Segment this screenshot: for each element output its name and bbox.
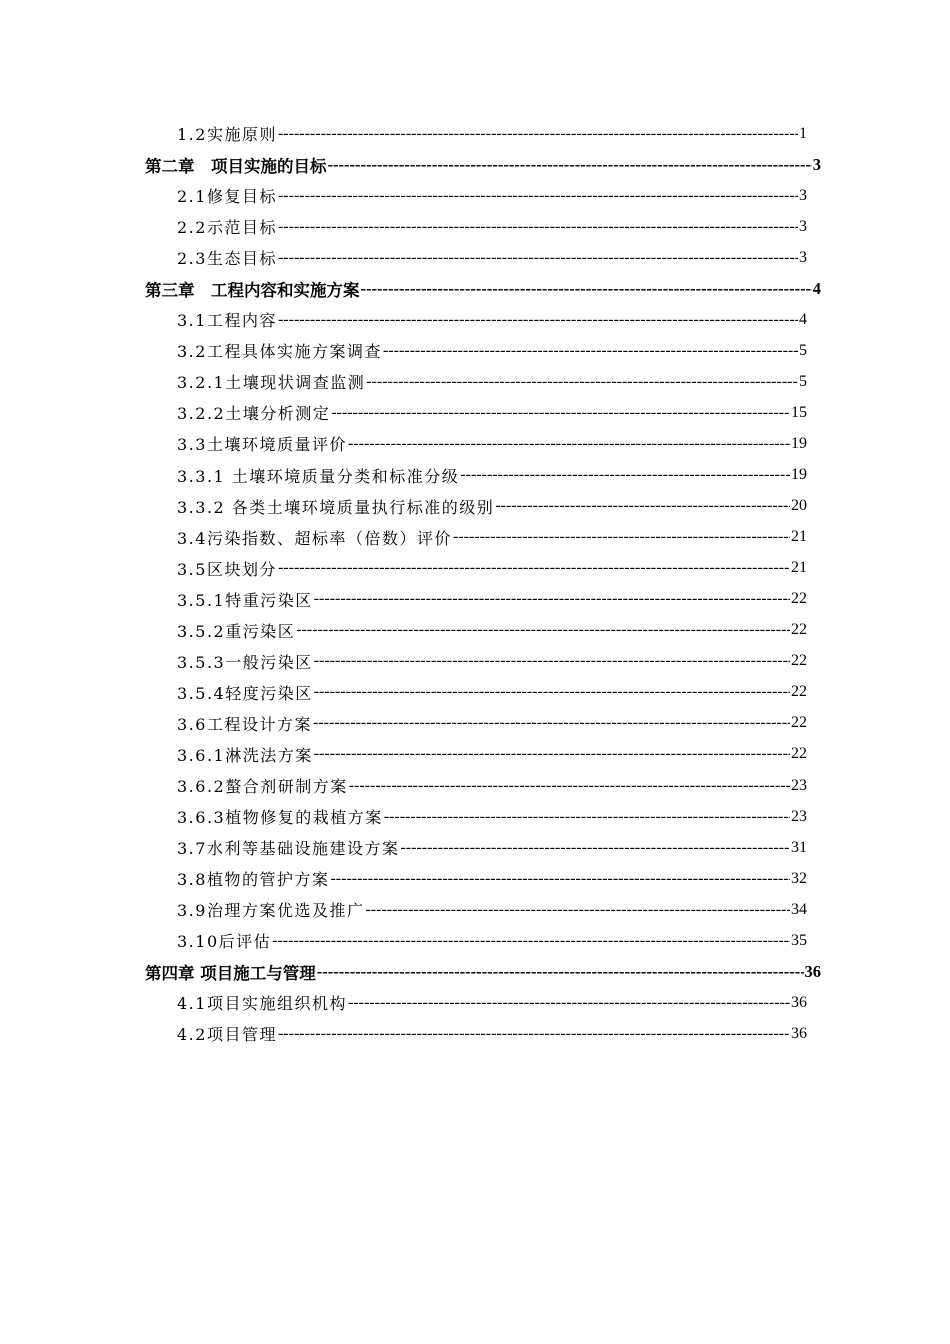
toc-dot-leader <box>278 187 798 205</box>
toc-page-number: 22 <box>791 621 807 639</box>
toc-page-number: 36 <box>791 993 807 1011</box>
toc-page-number: 35 <box>791 931 807 949</box>
toc-page-number: 36 <box>791 1024 807 1042</box>
toc-page-number: 5 <box>799 372 807 390</box>
toc-page-number: 19 <box>791 466 807 484</box>
toc-dot-leader <box>313 714 790 732</box>
toc-section-entry[interactable] <box>0 428 807 459</box>
toc-section-entry[interactable] <box>0 863 807 894</box>
toc-entry-title: 3.3土壤环境质量评价 <box>177 435 347 455</box>
toc-page-number: 22 <box>791 745 807 763</box>
table-of-contents <box>0 118 950 1049</box>
toc-page-number: 22 <box>791 590 807 608</box>
toc-page-number: 3 <box>799 248 807 266</box>
toc-section-entry[interactable] <box>0 739 807 770</box>
toc-page-number: 4 <box>812 278 821 298</box>
toc-page-number: 32 <box>791 869 807 887</box>
toc-dot-leader <box>453 528 790 546</box>
toc-entry-title: 3.3.1 土壤环境质量分类和标准分级 <box>177 466 460 486</box>
toc-chapter-entry[interactable] <box>0 149 821 180</box>
toc-dot-leader <box>348 994 790 1012</box>
toc-dot-leader <box>460 466 790 484</box>
toc-page-number: 5 <box>799 341 807 359</box>
toc-section-entry[interactable] <box>0 180 807 211</box>
toc-section-entry[interactable] <box>0 925 807 956</box>
toc-section-entry[interactable] <box>0 304 807 335</box>
toc-section-entry[interactable] <box>0 894 807 925</box>
toc-entry-title: 3.10后评估 <box>177 932 272 952</box>
toc-section-entry[interactable] <box>0 397 807 428</box>
toc-section-entry[interactable] <box>0 584 807 615</box>
toc-entry-title: 第二章 项目实施的目标 <box>145 156 327 176</box>
toc-section-entry[interactable] <box>0 708 807 739</box>
toc-entry-title: 3.6.2螯合剂研制方案 <box>177 777 348 796</box>
toc-page-number: 4 <box>799 310 807 328</box>
toc-section-entry[interactable] <box>0 460 807 491</box>
toc-section-entry[interactable] <box>0 366 807 397</box>
toc-entry-title: 3.8植物的管护方案 <box>177 870 330 890</box>
toc-entry-title: 3.7水利等基础设施建设方案 <box>177 839 400 859</box>
toc-dot-leader <box>330 870 790 888</box>
toc-entry-title: 1.2实施原则 <box>177 125 277 145</box>
toc-entry-title: 3.2工程具体实施方案调查 <box>177 342 382 362</box>
toc-entry-title: 3.2.2土壤分析测定 <box>177 404 331 424</box>
toc-entry-title: 3.9治理方案优选及推广 <box>177 901 365 921</box>
toc-section-entry[interactable] <box>0 522 807 553</box>
toc-section-entry[interactable] <box>0 987 807 1018</box>
toc-dot-leader <box>278 1025 790 1043</box>
toc-dot-leader <box>384 808 790 826</box>
toc-dot-leader <box>278 218 798 236</box>
toc-page-number: 1 <box>799 124 807 142</box>
toc-section-entry[interactable] <box>0 677 807 708</box>
toc-page-number: 15 <box>791 403 807 421</box>
toc-dot-leader <box>317 962 804 982</box>
toc-section-entry[interactable] <box>0 801 807 832</box>
toc-dot-leader <box>278 125 798 143</box>
toc-entry-title: 4.1项目实施组织机构 <box>177 994 347 1014</box>
toc-dot-leader <box>361 279 812 299</box>
toc-dot-leader <box>272 932 790 950</box>
toc-entry-title: 3.2.1土壤现状调查监测 <box>177 373 366 393</box>
toc-entry-title: 2.2示范目标 <box>177 218 277 238</box>
toc-page-number: 3 <box>799 217 807 235</box>
toc-section-entry[interactable] <box>0 491 807 522</box>
toc-entry-title: 4.2项目管理 <box>177 1025 277 1045</box>
toc-section-entry[interactable] <box>0 553 807 584</box>
toc-dot-leader <box>349 777 790 795</box>
toc-entry-title: 3.1工程内容 <box>177 311 277 331</box>
toc-chapter-entry[interactable] <box>0 273 821 304</box>
toc-page-number: 22 <box>791 683 807 701</box>
toc-dot-leader <box>383 342 798 360</box>
toc-entry-title: 3.4污染指数、超标率（倍数）评价 <box>177 528 452 548</box>
toc-dot-leader <box>314 652 790 670</box>
toc-entry-title: 3.6工程设计方案 <box>177 714 312 734</box>
toc-section-entry[interactable] <box>0 118 807 149</box>
toc-page-number: 3 <box>812 154 821 174</box>
toc-page-number: 22 <box>791 714 807 732</box>
toc-section-entry[interactable] <box>0 1018 807 1049</box>
toc-page-number: 31 <box>791 838 807 856</box>
toc-page-number: 19 <box>791 434 807 452</box>
toc-section-entry[interactable] <box>0 335 807 366</box>
toc-dot-leader <box>365 901 790 919</box>
toc-entry-title: 第三章 工程内容和实施方案 <box>145 280 360 300</box>
toc-entry-title: 2.3生态目标 <box>177 249 277 269</box>
toc-dot-leader <box>314 683 790 701</box>
toc-chapter-entry[interactable] <box>0 956 821 987</box>
toc-page-number: 3 <box>799 186 807 204</box>
toc-dot-leader <box>495 497 790 515</box>
toc-entry-title: 3.5.1特重污染区 <box>177 590 313 610</box>
toc-entry-title: 3.3.2 各类土壤环境质量执行标准的级别 <box>177 497 495 517</box>
toc-dot-leader <box>331 404 790 422</box>
toc-dot-leader <box>328 155 812 175</box>
toc-page-number: 21 <box>791 559 807 577</box>
toc-page-number: 20 <box>791 497 807 515</box>
toc-entry-title: 2.1修复目标 <box>177 187 277 207</box>
toc-section-entry[interactable] <box>0 646 807 677</box>
toc-entry-title: 3.6.3植物修复的栽植方案 <box>177 808 383 828</box>
toc-dot-leader <box>314 590 790 608</box>
toc-entry-title: 3.5.3一般污染区 <box>177 652 313 672</box>
toc-page-number: 22 <box>791 652 807 670</box>
toc-dot-leader <box>400 839 790 857</box>
toc-entry-title: 3.5.4轻度污染区 <box>177 683 313 703</box>
toc-page-number: 34 <box>791 900 807 918</box>
toc-entry-title: 3.6.1淋洗法方案 <box>177 745 313 765</box>
toc-dot-leader <box>348 435 790 453</box>
toc-section-entry[interactable] <box>0 615 807 646</box>
toc-page-number: 36 <box>804 961 821 981</box>
toc-entry-title: 第四章 项目施工与管理 <box>145 963 316 983</box>
toc-page-number: 23 <box>791 807 807 825</box>
toc-dot-leader <box>296 621 790 639</box>
toc-section-entry[interactable] <box>0 242 807 273</box>
toc-dot-leader <box>314 745 790 763</box>
toc-dot-leader <box>278 559 790 577</box>
toc-dot-leader <box>366 373 798 391</box>
toc-entry-title: 3.5区块划分 <box>177 559 277 579</box>
toc-dot-leader <box>278 311 798 329</box>
toc-section-entry[interactable] <box>0 211 807 242</box>
toc-section-entry[interactable] <box>0 770 807 801</box>
toc-page-number: 21 <box>791 528 807 546</box>
toc-entry-title: 3.5.2重污染区 <box>177 621 296 641</box>
toc-dot-leader <box>278 249 798 267</box>
toc-section-entry[interactable] <box>0 832 807 863</box>
toc-page-number: 23 <box>791 776 807 794</box>
